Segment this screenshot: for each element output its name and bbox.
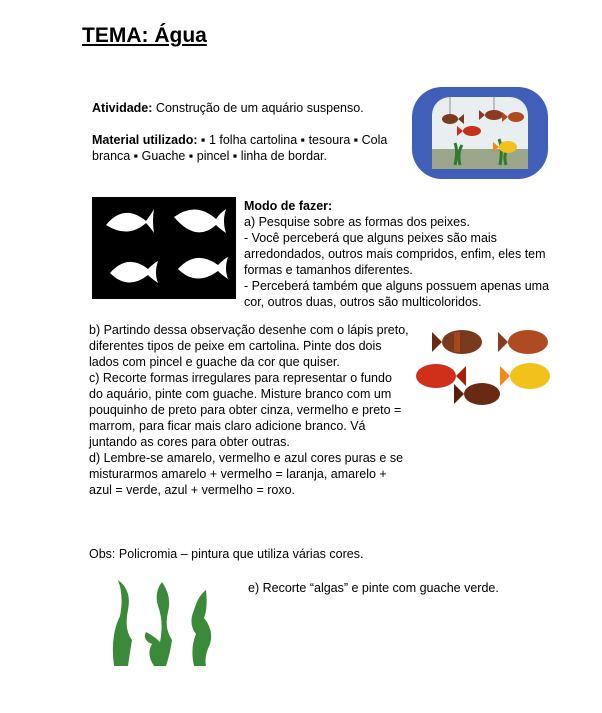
seaweed-illustration xyxy=(104,576,236,668)
activity-label: Atividade: xyxy=(92,101,153,115)
material-text: ▪ 1 folha cartolina ▪ tesoura ▪ Cola branca ▪ Guache ▪ pincel ▪ linha de bordar. xyxy=(92,133,388,163)
material-label: Material utilizado: xyxy=(92,133,198,147)
step-e: e) Recorte “algas” e pinte com guache verde. xyxy=(248,581,499,595)
modo-heading: Modo de fazer: xyxy=(244,199,333,213)
fish-silhouettes-panel xyxy=(92,197,236,299)
step-c: c) Recorte formas irregulares para representar o fundo do aquário, pinte com guache. Misture branco com um pouquinho de preto para obter cinza, vermelho e preto = marrom, para ficar mais claro adicione branco. Vá juntando as cores para obter outras. xyxy=(89,371,402,449)
instructions-steps xyxy=(89,322,409,498)
step-a-note-1: - Você perceberá que alguns peixes são mais arredondados, outros mais compridos, enfim, eles tem formas e tamanhos diferentes. xyxy=(244,231,546,277)
material-list xyxy=(92,132,407,164)
step-a: a) Pesquise sobre as formas dos peixes. xyxy=(244,215,470,229)
colored-fish-illustration xyxy=(410,320,560,412)
activity-text: Construção de um aquário suspenso. xyxy=(152,101,364,115)
step-b: b) Partindo dessa observação desenhe com o lápis preto, diferentes tipos de peixe em cartolina. Pinte dos dois lados com pincel e guache da cor que quiser. xyxy=(89,323,409,369)
page-title: TEMA: Água xyxy=(82,24,207,47)
aquarium-illustration xyxy=(410,85,550,181)
instructions-modo xyxy=(244,198,554,310)
activity-line xyxy=(92,100,412,116)
step-d: d) Lembre-se amarelo, vermelho e azul cores puras e se misturarmos amarelo + vermelho = laranja, amarelo + azul = verde, azul + vermelho = roxo. xyxy=(89,451,404,497)
obs-note: Obs: Policromia – pintura que utiliza várias cores. xyxy=(89,547,364,561)
step-a-note-2: - Perceberá também que alguns possuem apenas uma cor, outros duas, outros são multicoloridos. xyxy=(244,279,550,309)
